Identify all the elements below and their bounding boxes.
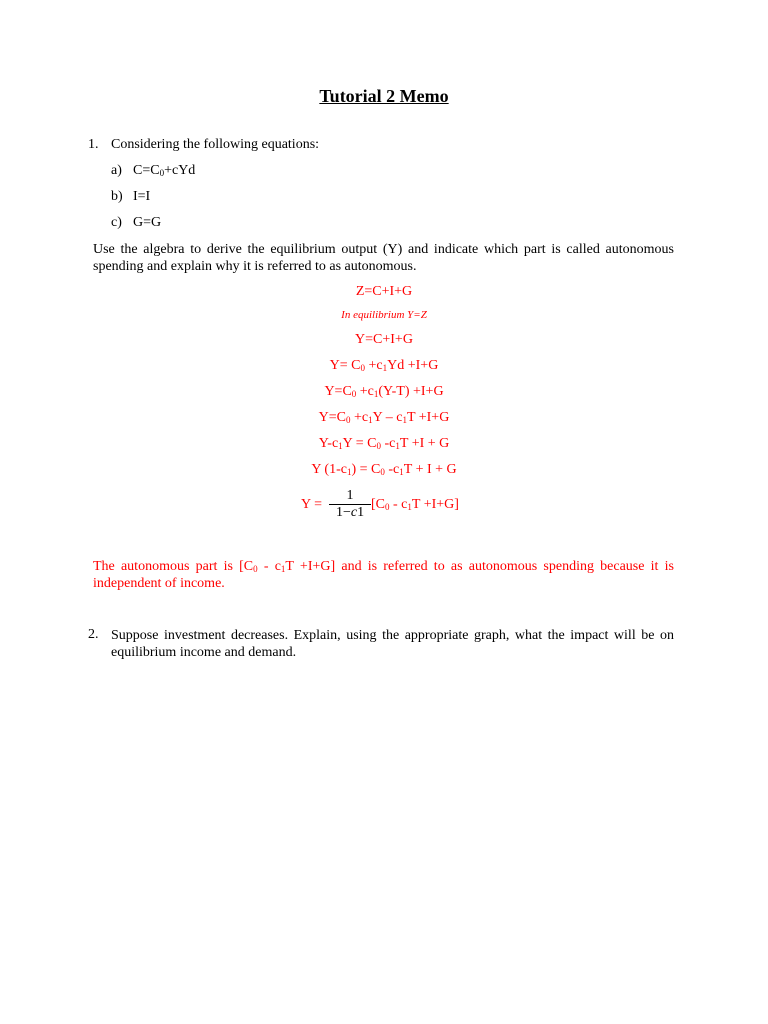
eq-text: Y (1-c: [311, 462, 347, 477]
eq-text: Y=C: [324, 384, 352, 399]
eq-text: +c: [356, 384, 374, 399]
derivation-step-2: Y=C+I+G: [355, 332, 413, 347]
equation-item-b: [111, 189, 150, 205]
derivation-step-3: [0, 358, 768, 374]
eq-text: Y – c: [372, 410, 403, 425]
eq-subscript: 1: [368, 415, 373, 425]
rhs-subscript: 0: [385, 502, 390, 512]
item-subscript: 0: [159, 168, 165, 178]
eq-subscript: 0: [360, 363, 366, 373]
derivation-step-4: [0, 384, 768, 400]
item-text: C=C: [133, 163, 160, 178]
eq-subscript: 1: [373, 389, 379, 399]
explanation-text: The autonomous part is [C: [93, 559, 254, 574]
item-text: G=G: [133, 215, 162, 230]
eq-text: -c: [381, 436, 396, 451]
question-1-instruction: Use the algebra to derive the equilibrium output (Y) and indicate which part is called autonomous spending and explain why it is referred to as autonomous.: [93, 242, 674, 274]
explanation-subscript: 0: [253, 564, 258, 574]
eq-subscript: 0: [380, 467, 385, 477]
eq-text: (Y-T) +I+G: [378, 384, 444, 399]
eq-text: +c: [350, 410, 369, 425]
eq-text: T +I + G: [399, 436, 450, 451]
eq-text: Y = C: [342, 436, 377, 451]
den-variable: c: [350, 505, 358, 520]
question-2-text: Suppose investment decreases. Explain, using the appropriate graph, what the impact will be on equilibrium income and demand.: [111, 628, 674, 660]
eq-text: Y-c: [318, 436, 339, 451]
item-text: +cYd: [164, 163, 196, 178]
eq-subscript: 1: [399, 467, 404, 477]
eq-text: +c: [365, 358, 383, 373]
eq-subscript: 0: [376, 441, 381, 451]
eq-subscript: 0: [346, 415, 351, 425]
equation-item-a: [111, 163, 195, 179]
rhs-text: [C: [371, 497, 385, 512]
rhs-subscript: 1: [407, 502, 412, 512]
eq-subscript: 1: [382, 363, 388, 373]
page-title: Tutorial 2 Memo: [319, 86, 449, 106]
eq-subscript: 0: [351, 389, 357, 399]
rhs-text: T +I+G]: [411, 497, 459, 512]
derivation-step-6: [0, 436, 768, 452]
explanation-subscript: 1: [280, 564, 286, 574]
eq-subscript: 1: [395, 441, 400, 451]
eq-text: -c: [384, 462, 400, 477]
autonomous-explanation: [93, 558, 674, 592]
eq-text: ) = C: [351, 462, 381, 477]
formula-lhs: Y =: [301, 497, 322, 512]
question-2-number: 2.: [88, 627, 99, 642]
derivation-step-5: [0, 410, 768, 426]
item-letter: c): [111, 215, 122, 230]
fraction-denominator: [329, 505, 371, 521]
eq-text: Y= C: [329, 358, 361, 373]
equation-item-c: [111, 215, 161, 231]
rhs-text: - c: [389, 497, 408, 512]
fraction-numerator: 1: [346, 488, 354, 503]
question-1-number: 1.: [88, 137, 99, 152]
den-text: 1−: [335, 505, 351, 520]
derivation-step-1: Z=C+I+G: [355, 284, 413, 299]
explanation-text: T +I+G] and is referred to as autonomous spending because it is independent of income.: [93, 559, 674, 591]
derivation-step-7: [0, 462, 768, 478]
eq-text: Yd +I+G: [387, 358, 439, 373]
eq-subscript: 1: [338, 441, 343, 451]
derivation-note: In equilibrium Y=Z: [341, 309, 427, 321]
item-text: I=I: [133, 189, 151, 204]
question-1-prompt: Considering the following equations:: [111, 137, 320, 152]
formula-rhs: [371, 497, 459, 513]
den-text: 1: [357, 505, 365, 520]
item-letter: b): [111, 189, 123, 204]
derivation-step-8: [0, 488, 768, 524]
eq-subscript: 1: [346, 467, 352, 477]
eq-text: T +I+G: [406, 410, 450, 425]
eq-text: T + I + G: [403, 462, 457, 477]
explanation-text: - c: [257, 559, 281, 574]
eq-subscript: 1: [402, 415, 407, 425]
eq-text: Y=C: [318, 410, 347, 425]
multiplier-fraction: [329, 488, 371, 521]
item-letter: a): [111, 163, 122, 178]
